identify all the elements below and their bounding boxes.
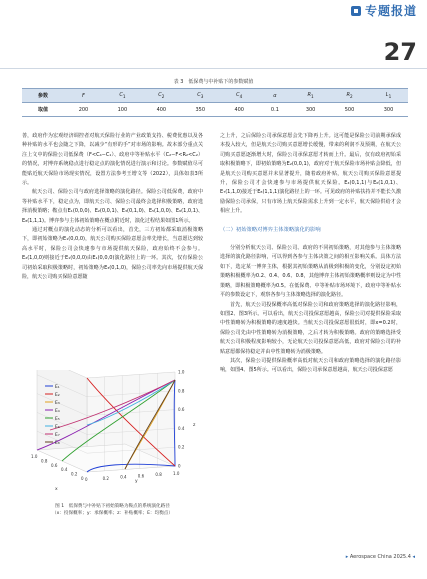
footer-text: Aerospace China 2025.4 (349, 554, 411, 560)
legend-label: E₅ (55, 417, 60, 422)
section-tag-icon (351, 6, 361, 16)
paragraph: 之上升，之后保险公司承保意愿会先下降再上升。这可能是保险公司前期承保成本投入较大，但是航天公司购买意愿增长缓慢，带来的利润不及预期，在航天公司购买意愿逐渐增大时，保险公司承保意愿才转而上升。最后，仅有政府初始采取积极策略下，即初始策略为E₂(0,0,1)，政府对于航天保险市场补贴会降低，但是航天公司购买意愿并未显著提升，随着政府补贴，航天公司购买保险意愿提升，保险公司才会快速参与市场提供航天保险。E₄(0,1,1)与E₆(1,0,1)、E₇(1,1,0)接近于E₈(1,1,1)演化路径上的一环。可见政府的补贴扶持并不能长久激励保险公司承保，只有市场上航天保险需求上升到一定水平，航天保险供给才会相应上升。 (220, 133, 401, 215)
z-tick-label: 1.0 (178, 370, 185, 375)
x-tick-label: 0.2 (71, 471, 78, 477)
table-cell: 取值 (22, 103, 64, 117)
paragraph: 通过对概点的演化动态的分析可以看出，首先，三方初始都采取消极策略下，即初始策略为E₁(0,0,0)，航天公司购买保险意愿会率先增长，当意愿达到较高水平时，保险公司会快速参与市场提供航天保险，政府始终不会参与。E₂(1,0,0)则接近于E₁(0,0,0)由E₁(0,0,0)演化路径上的一环。其次，仅有保险公司初始采取积极策略时，初始策略为E₃(0,1,0)，保险公司率先向市场提供航天保险，航天公司购买保险意愿随 (22, 227, 203, 281)
table-cell: 400 (142, 103, 181, 117)
footer-triangle-icon: ▸ (345, 554, 350, 560)
table-header-cell: $R_2$ (330, 89, 369, 103)
x-tick-label: 0.8 (41, 458, 48, 464)
section-label: 专题报道 (364, 4, 417, 18)
table-cell: 400 (220, 103, 259, 117)
table-header-cell: $C_3$ (181, 89, 220, 103)
section-subheading: （二）初始策略对博弈主体策略演化的影响 (220, 226, 321, 233)
y-axis-label: y (135, 479, 138, 484)
paragraph: 分别分析航天公司、保险公司、政府的不同初始策略，对其他参与主体策略选择的演化路径影响，可以得到各参与主体决策之间的相互影响关系。具体方法如下，选定某一博弈主体，根据其初始策略从消极到积极的变化，分别设定初始策略积极概率为0.2、0.4、0.6、0.8，其他博弈主体初始策略概率则设定为中性策略，即积极策略概率为0.5。在低保费、中等补贴市场环境下，政府中等补贴水平的参数设定下，观察各参与主体策略选择的演化路径。 (220, 245, 401, 299)
z-tick-label: 0.4 (178, 425, 185, 431)
legend-label: E₂ (55, 393, 60, 398)
paragraph: 善，政府作为宏观经济调控者对航天保险行业的产业政策支持、税费优惠以及各种补贴的水平也会随之下降，以减少“有形的手”对市场的影响。故本部分重点关注上文中的保险公司低保费（F<C₄−C₁）、政府中等补贴水平（C₂−F<R₂<C₂）的情况，对博弈系统稳点进行稳定点的演化情况进行演示和讨论。参数赋值尽可能贴近航天保险市场现实情况，设置方法参考王增文等（2022），具体如表3所示。 (22, 133, 203, 187)
y-tick-label: 0.6 (137, 473, 145, 479)
legend-label: E₃ (55, 401, 60, 406)
figure-caption-note: （x：投保概率；y：承保概率；z：补贴概率；E：均衡点） (51, 511, 173, 516)
table-header-cell: α (259, 89, 291, 103)
section-tag (351, 2, 417, 19)
z-tick-label: 0.8 (178, 388, 185, 394)
table-header-cell: $R_1$ (291, 89, 330, 103)
table-header-cell: $C_1$ (103, 89, 142, 103)
paragraph: 其次，保险公司提供保险概率高低对航天公司和政府策略选择的演化路径影响，如图4、图5所示。可以看出，保险公司承保意愿越高，航天公司投保意愿 (220, 357, 401, 374)
x-tick-label: 0 (81, 476, 84, 481)
legend-label: E₄ (55, 409, 60, 414)
y-tick-label: 0.4 (120, 474, 127, 480)
x-tick-label: 0.4 (61, 467, 68, 473)
parameter-table (22, 88, 408, 117)
z-tick-label: 0.6 (178, 407, 185, 413)
figure-3d-plot (25, 370, 201, 500)
table-cell: 100 (103, 103, 142, 117)
figure-caption-title: 图 1 低保费与中补贴下初始策略为鞍点的系统演化路径 (55, 504, 170, 509)
right-column (220, 132, 401, 376)
table-header-row (22, 89, 408, 103)
figure-caption (22, 503, 203, 517)
table-cell: 200 (64, 103, 103, 117)
footer (346, 554, 415, 560)
table-header-cell: $C_4$ (220, 89, 259, 103)
header-divider (0, 68, 427, 69)
y-tick-label: 0.2 (102, 475, 109, 481)
x-tick-label: 1.0 (31, 454, 38, 459)
table-caption: 表 3 低保费与中补贴下的参数赋值 (173, 79, 254, 85)
table-cell: 300 (291, 103, 330, 117)
table-header-cell: F (64, 89, 103, 103)
legend-label: E₇ (55, 433, 60, 438)
table-cell: 500 (330, 103, 369, 117)
x-tick-label: 0.6 (51, 462, 58, 468)
left-column (22, 132, 203, 283)
y-tick-label: 1.0 (173, 471, 180, 476)
table-header-cell: $L_1$ (369, 89, 408, 103)
z-tick-label: 0.2 (178, 444, 185, 450)
y-tick-label: 0 (85, 477, 88, 482)
page-number: 27 (383, 38, 417, 66)
paragraph: 首先，航天公司投保概率高低对保险公司和政府策略选择的演化路径影响，如图2、图3所示。可以看出，航天公司投保意愿越高，保险公司对提供保险采取中性策略转为积极策略的速度越快。当航天公司投保意愿很低时，即x=0.2时，保险公司先由中性策略转为消极策略，之后才转为积极策略。政府的策略选择受航天公司积极程度影响较小，无论航天公司投保意愿高低，政府对保险公司的补贴意愿都保持稳定并由中性策略转为消极策略。 (220, 301, 401, 355)
table-header-cell: 参数 (22, 89, 64, 103)
legend-label: E₁ (55, 385, 60, 390)
z-tick-label: 0 (178, 463, 181, 469)
legend-label: E₈ (55, 441, 60, 446)
table-cell: 350 (181, 103, 220, 117)
table-value-row (22, 103, 408, 117)
x-axis-label: x (55, 487, 58, 492)
z-axis-label: z (193, 423, 196, 428)
y-tick-label: 0.8 (155, 472, 162, 478)
table-cell: 0.1 (259, 103, 291, 117)
footer-triangle-icon: ◂ (410, 554, 415, 560)
table-header-cell: $C_2$ (142, 89, 181, 103)
table-cell: 300 (369, 103, 408, 117)
legend-label: E₆ (55, 425, 60, 430)
paragraph: 航天公司、保险公司与政府选择策略的演化路径。保险公司低保费，政府中等补贴水平下，稳定点为，即航天公司、保险公司最终会选择积极策略，政府选择消极策略；鞍点有E₁(0,0,0)、E₂(0,0,1)、E₃(0,1,0)、E₅(1,0,0)、E₆(1,0,1)、E₈(1,1,1)。博弈参与主体初始策略在概点附近时，演化过程结果如图1所示。 (22, 189, 203, 224)
